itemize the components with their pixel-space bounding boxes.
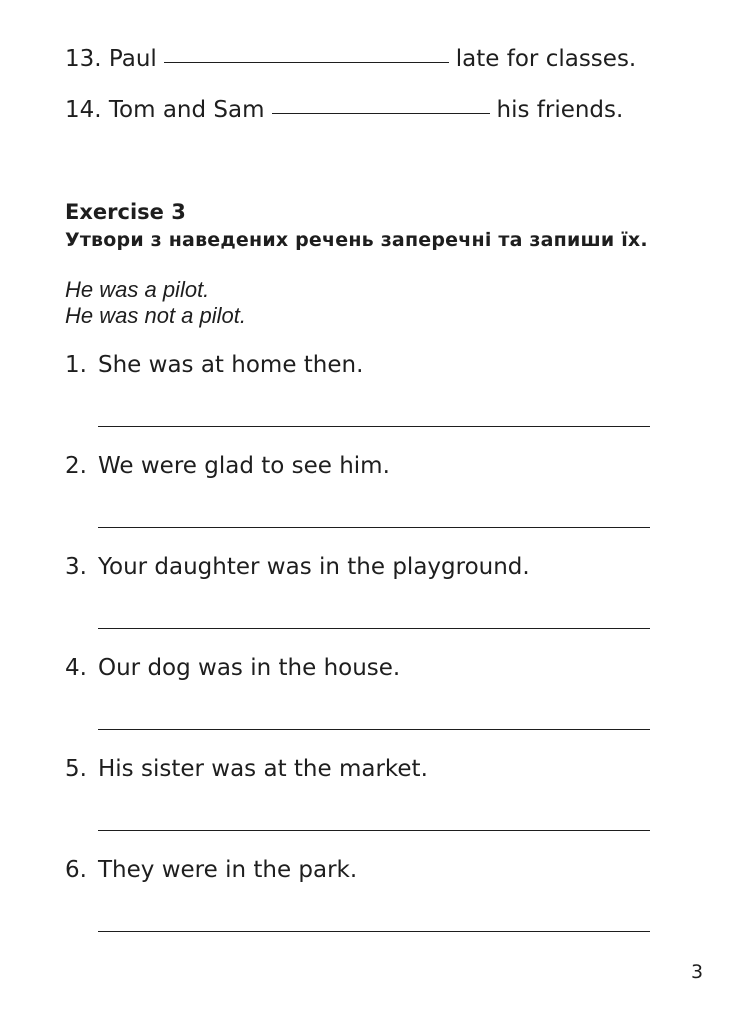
answer-line-4[interactable] bbox=[98, 729, 650, 730]
example-answer: He was not a pilot. bbox=[65, 303, 246, 328]
item-number: 5. bbox=[65, 756, 87, 782]
sentence-13-after: late for classes. bbox=[455, 46, 637, 72]
item-number: 6. bbox=[65, 857, 87, 883]
sentence-13-before: Paul bbox=[108, 46, 157, 72]
answer-line-3[interactable] bbox=[98, 628, 650, 629]
answer-line-2[interactable] bbox=[98, 527, 650, 528]
item-number: 4. bbox=[65, 655, 87, 681]
answer-line-5[interactable] bbox=[98, 830, 650, 831]
item-text: They were in the park. bbox=[98, 857, 358, 883]
sentence-14 bbox=[65, 97, 650, 123]
exercise-item-4 bbox=[65, 655, 400, 681]
exercise-instruction: Утвори з наведених речень заперечні та запиши їх. bbox=[65, 229, 648, 251]
item-number: 3. bbox=[65, 554, 87, 580]
example-sentence: He was a pilot. bbox=[65, 277, 210, 302]
answer-line-6[interactable] bbox=[98, 931, 650, 932]
item-text: His sister was at the market. bbox=[98, 756, 428, 782]
sentence-14-number: 14. bbox=[65, 97, 102, 123]
exercise-item-6 bbox=[65, 857, 357, 883]
sentence-13 bbox=[65, 46, 650, 72]
item-text: Our dog was in the house. bbox=[98, 655, 401, 681]
exercise-item-3 bbox=[65, 554, 530, 580]
exercise-title: Exercise 3 bbox=[65, 200, 186, 224]
answer-line-1[interactable] bbox=[98, 426, 650, 427]
sentence-14-after: his friends. bbox=[496, 97, 624, 123]
sentence-14-blank[interactable] bbox=[272, 113, 490, 114]
exercise-item-2 bbox=[65, 453, 390, 479]
item-text: Your daughter was in the playground. bbox=[98, 554, 530, 580]
exercise-item-5 bbox=[65, 756, 428, 782]
sentence-14-before: Tom and Sam bbox=[108, 97, 265, 123]
item-number: 2. bbox=[65, 453, 87, 479]
item-number: 1. bbox=[65, 352, 87, 378]
page-number: 3 bbox=[691, 961, 704, 983]
sentence-13-number: 13. bbox=[65, 46, 102, 72]
sentence-13-blank[interactable] bbox=[164, 62, 449, 63]
item-text: She was at home then. bbox=[98, 352, 364, 378]
exercise-item-1 bbox=[65, 352, 363, 378]
item-text: We were glad to see him. bbox=[98, 453, 390, 479]
